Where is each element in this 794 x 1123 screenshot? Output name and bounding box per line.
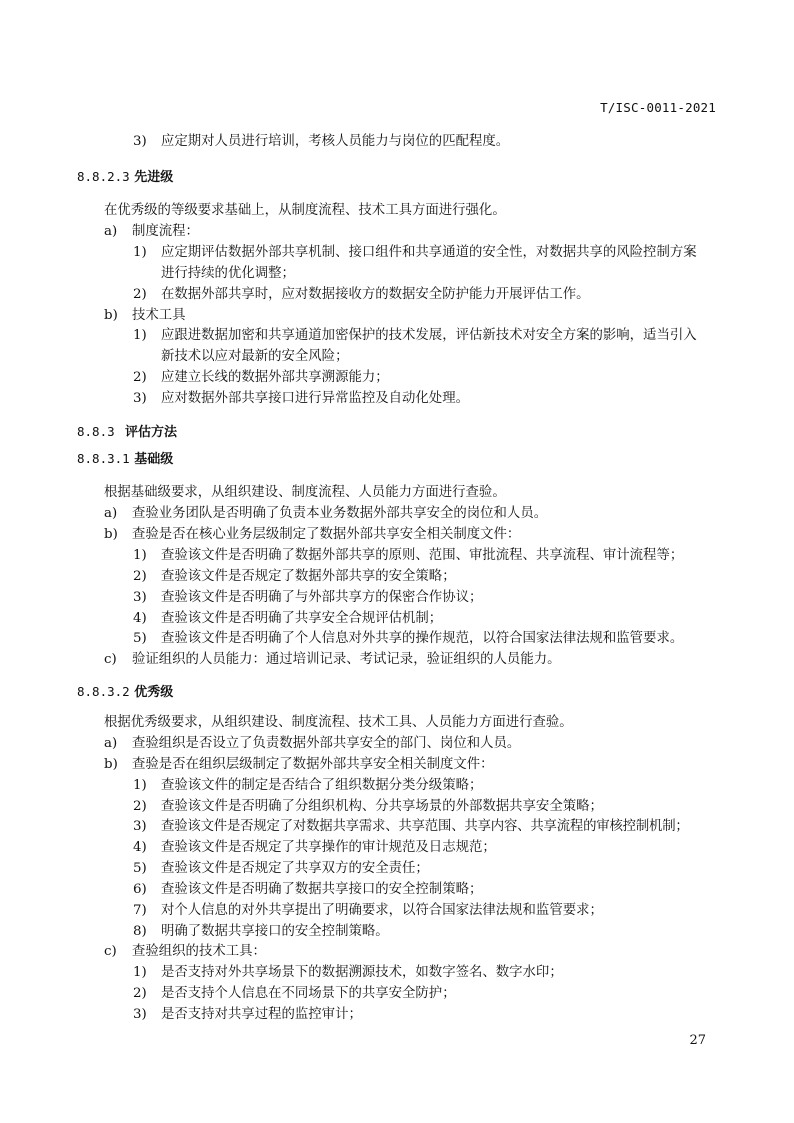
- list-marker: 3): [133, 134, 147, 149]
- section-heading: [77, 449, 173, 469]
- page-number: 27: [689, 1033, 706, 1048]
- list-marker: 1): [133, 548, 147, 563]
- list-item-text: 明确了数据共享接口的安全控制策略。: [161, 924, 389, 939]
- list-marker: 3): [133, 590, 147, 605]
- list-item-text: 查验该文件是否明确了数据外部共享的原则、范围、审批流程、共享流程、审计流程等；: [161, 548, 684, 563]
- list-marker: a): [104, 736, 118, 751]
- list-marker: c): [104, 944, 117, 959]
- list-item-text: 查验该文件是否明确了个人信息对外共享的操作规范，以符合国家法律法规和监管要求。: [161, 631, 684, 646]
- list-marker: 3): [133, 819, 147, 834]
- list-item-text: 应建立长线的数据外部共享溯源能力；: [161, 370, 389, 385]
- list-item: [133, 326, 697, 346]
- list-marker: 1): [133, 965, 147, 980]
- section-number: 8.8.3.1: [77, 451, 130, 466]
- list-item-continuation: 进行持续的优化调整；: [161, 266, 295, 281]
- list-item: [104, 755, 494, 775]
- list-item-text: 查验该文件是否规定了共享操作的审计规范及日志规范；: [161, 840, 496, 855]
- list-item: [133, 817, 689, 837]
- section-title: 优秀级: [134, 685, 174, 700]
- list-item-text: 查验该文件是否明确了共享安全合规评估机制；: [161, 611, 443, 626]
- list-marker: b): [104, 308, 118, 323]
- list-item-text: 查验是否在核心业务层级制定了数据外部共享安全相关制度文件：: [132, 527, 521, 542]
- list-item: [133, 629, 683, 649]
- list-item-text: 应定期评估数据外部共享机制、接口组件和共享通道的安全性，对数据共享的风险控制方案: [161, 245, 697, 260]
- section-number: 8.8.2.3: [77, 169, 130, 184]
- list-item: [104, 306, 186, 326]
- section-title: 先进级: [134, 170, 174, 185]
- list-marker: 6): [133, 882, 147, 897]
- section-heading: [77, 167, 173, 187]
- list-marker: c): [104, 652, 117, 667]
- list-item-text: 查验该文件是否明确了数据共享接口的安全控制策略；: [161, 882, 483, 897]
- document-id: T/ISC-0011-2021: [600, 100, 716, 115]
- section-heading: [77, 682, 173, 702]
- list-marker: 4): [133, 611, 147, 626]
- list-item: [133, 389, 469, 409]
- list-item: [104, 525, 520, 545]
- list-item-text: 查验该文件是否明确了与外部共享方的保密合作协议；: [161, 590, 483, 605]
- list-item-text: 对个人信息的对外共享提出了明确要求，以符合国家法律法规和监管要求；: [161, 903, 603, 918]
- section-title: 基础级: [134, 452, 174, 467]
- list-marker: 1): [133, 328, 147, 343]
- paragraph: 在优秀级的等级要求基础上，从制度流程、技术工具方面进行强化。: [104, 203, 506, 218]
- paragraph: 根据优秀级要求，从组织建设、制度流程、技术工具、人员能力方面进行查验。: [104, 715, 573, 730]
- list-item: [133, 1005, 362, 1025]
- list-item-text: 应定期对人员进行培训，考核人员能力与岗位的匹配程度。: [161, 134, 510, 149]
- list-item: [133, 546, 683, 566]
- section-number: 8.8.3.2: [77, 684, 130, 699]
- list-item: [133, 285, 590, 305]
- list-item: [133, 880, 482, 900]
- list-marker: 4): [133, 840, 147, 855]
- list-marker: a): [104, 224, 118, 239]
- list-item-text: 查验该文件是否规定了对数据共享需求、共享范围、共享内容、共享流程的审核控制机制；: [161, 819, 689, 834]
- list-marker: b): [104, 527, 118, 542]
- list-item: [133, 901, 603, 921]
- list-item: [133, 963, 563, 983]
- list-item-text: 是否支持个人信息在不同场景下的共享安全防护；: [161, 986, 456, 1001]
- list-item: [104, 222, 199, 242]
- list-item-text: 查验该文件是否明确了分组织机构、分共享场景的外部数据共享安全策略；: [161, 799, 603, 814]
- list-item-text: 应跟进数据加密和共享通道加密保护的技术发展，评估新技术对安全方案的影响，适当引入: [161, 328, 697, 343]
- list-item: [133, 984, 456, 1004]
- list-item-text: 验证组织的人员能力：通过培训记录、考试记录，验证组织的人员能力。: [132, 652, 561, 667]
- list-item: [133, 588, 482, 608]
- section-heading: [77, 422, 177, 442]
- list-marker: 8): [133, 924, 147, 939]
- list-item: [104, 734, 520, 754]
- list-marker: a): [104, 506, 118, 521]
- list-item-text: 是否支持对共享过程的监控审计；: [161, 1007, 362, 1022]
- list-marker: 3): [133, 1007, 147, 1022]
- list-item: [104, 942, 266, 962]
- list-item-continuation: 新技术以应对最新的安全风险；: [161, 349, 349, 364]
- list-item-text: 技术工具: [132, 308, 186, 323]
- list-item: [104, 650, 561, 670]
- list-item-text: 查验该文件是否规定了共享双方的安全责任；: [161, 861, 429, 876]
- list-item: [104, 504, 547, 524]
- list-marker: 2): [133, 370, 147, 385]
- list-item: [133, 368, 389, 388]
- list-marker: 1): [133, 245, 147, 260]
- list-item-text: 应对数据外部共享接口进行异常监控及自动化处理。: [161, 391, 469, 406]
- list-marker: 1): [133, 778, 147, 793]
- section-title: 评估方法: [125, 425, 178, 440]
- paragraph: 根据基础级要求，从组织建设、制度流程、人员能力方面进行查验。: [104, 485, 506, 500]
- list-item-text: 查验该文件的制定是否结合了组织数据分类分级策略；: [161, 778, 483, 793]
- list-item: [133, 776, 482, 796]
- list-marker: b): [104, 757, 118, 772]
- list-item: [133, 797, 603, 817]
- list-marker: 5): [133, 861, 147, 876]
- list-item: [133, 567, 456, 587]
- list-item-text: 查验该文件是否规定了数据外部共享的安全策略；: [161, 569, 456, 584]
- list-item: [133, 838, 496, 858]
- list-item-text: 是否支持对外共享场景下的数据溯源技术，如数字签名、数字水印；: [161, 965, 563, 980]
- list-marker: 5): [133, 631, 147, 646]
- list-item-text: 查验是否在组织层级制定了数据外部共享安全相关制度文件：: [132, 757, 494, 772]
- list-item-text: 查验组织是否设立了负责数据外部共享安全的部门、岗位和人员。: [132, 736, 521, 751]
- list-item: [133, 859, 429, 879]
- list-marker: 7): [133, 903, 147, 918]
- list-marker: 2): [133, 287, 147, 302]
- list-item-text: 制度流程：: [132, 224, 199, 239]
- list-marker: 2): [133, 986, 147, 1001]
- list-marker: 3): [133, 391, 147, 406]
- list-item: [133, 609, 442, 629]
- list-item: [133, 132, 509, 152]
- list-item: [133, 922, 389, 942]
- list-item: [133, 243, 697, 263]
- list-marker: 2): [133, 799, 147, 814]
- section-number: 8.8.3: [77, 424, 115, 439]
- list-item-text: 查验组织的技术工具：: [132, 944, 266, 959]
- list-item-text: 在数据外部共享时，应对数据接收方的数据安全防护能力开展评估工作。: [161, 287, 590, 302]
- list-item-text: 查验业务团队是否明确了负责本业务数据外部共享安全的岗位和人员。: [132, 506, 548, 521]
- list-marker: 2): [133, 569, 147, 584]
